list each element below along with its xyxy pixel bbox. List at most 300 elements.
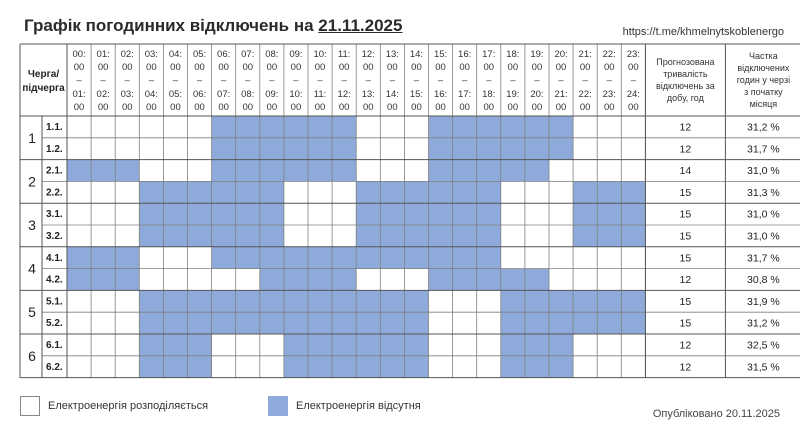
queue-header: підчерга: [22, 83, 65, 94]
hour-cell: [453, 160, 477, 182]
hour-cell: [525, 181, 549, 203]
hour-cell: [525, 116, 549, 138]
hour-cell: [188, 290, 212, 312]
hour-cell: [597, 116, 621, 138]
hour-cell: [139, 334, 163, 356]
hour-cell: [332, 160, 356, 182]
share-value: 31,9 %: [747, 295, 780, 308]
hour-cell: [260, 138, 284, 160]
hour-cell: [404, 290, 428, 312]
hour-cell: [525, 138, 549, 160]
telegram-link[interactable]: https://t.me/khmelnytskoblenergo: [622, 26, 784, 38]
hour-header-to: 00: [170, 102, 181, 113]
hour-cell: [163, 203, 187, 225]
hour-cell: [115, 116, 139, 138]
queue-label: 1: [28, 129, 36, 146]
hour-cell: [453, 290, 477, 312]
hour-header-from: 15:: [433, 49, 448, 60]
hour-cell: [549, 203, 573, 225]
hour-cell: [91, 181, 115, 203]
hour-cell: [621, 247, 645, 269]
hour-cell: [501, 225, 525, 247]
share-header: Частка: [749, 51, 778, 61]
hour-cell: [549, 290, 573, 312]
hour-cell: [453, 247, 477, 269]
hour-header-dash: –: [389, 75, 395, 86]
hour-cell: [236, 116, 260, 138]
hour-cell: [284, 334, 308, 356]
hour-header-dash: –: [245, 75, 251, 86]
hour-cell: [163, 290, 187, 312]
share-value: 31,2 %: [747, 317, 780, 330]
hour-cell: [188, 138, 212, 160]
hour-cell: [236, 290, 260, 312]
hour-cell: [380, 225, 404, 247]
hour-cell: [236, 203, 260, 225]
hour-cell: [91, 138, 115, 160]
hour-cell: [284, 247, 308, 269]
hour-cell: [67, 356, 91, 378]
hour-cell: [91, 116, 115, 138]
legend-off-swatch: [268, 396, 288, 416]
hour-cell: [549, 116, 573, 138]
hour-cell: [284, 160, 308, 182]
hour-cell: [573, 203, 597, 225]
hour-cell: [477, 160, 501, 182]
hour-header-from: 13:: [385, 49, 399, 60]
hour-cell: [501, 160, 525, 182]
hour-cell: [91, 356, 115, 378]
hour-cell: [236, 225, 260, 247]
hour-cell: [67, 138, 91, 160]
hour-cell: [212, 290, 236, 312]
title-prefix: Графік погодинних відключень на: [24, 16, 319, 35]
hour-cell: [477, 356, 501, 378]
hour-cell: [380, 334, 404, 356]
hour-header-dash: –: [317, 75, 323, 86]
hour-cell: [597, 181, 621, 203]
hour-cell: [597, 312, 621, 334]
hour-cell: [429, 290, 453, 312]
queue-label: 6: [28, 347, 36, 364]
hour-cell: [573, 312, 597, 334]
hour-header-from: 00: [362, 62, 374, 73]
hour-cell: [212, 269, 236, 291]
hour-header-to: 00: [555, 102, 567, 113]
duration-header: відключень за: [655, 81, 715, 91]
hour-cell: [380, 116, 404, 138]
hour-cell: [477, 203, 501, 225]
subqueue-label: 1.2.: [46, 143, 63, 155]
hour-cell: [453, 225, 477, 247]
hour-header-from: 12:: [361, 49, 375, 60]
hour-cell: [188, 203, 212, 225]
hour-header-to: 08:: [241, 89, 255, 100]
hour-cell: [332, 247, 356, 269]
hour-cell: [501, 138, 525, 160]
hour-cell: [212, 138, 236, 160]
hour-cell: [453, 138, 477, 160]
hour-header-dash: –: [269, 75, 275, 86]
hour-cell: [404, 138, 428, 160]
hour-cell: [477, 269, 501, 291]
hour-cell: [163, 138, 187, 160]
hour-cell: [91, 269, 115, 291]
hour-cell: [284, 290, 308, 312]
hour-cell: [501, 290, 525, 312]
hour-cell: [597, 269, 621, 291]
hour-cell: [380, 203, 404, 225]
hour-cell: [429, 225, 453, 247]
hour-cell: [356, 269, 380, 291]
hour-cell: [163, 269, 187, 291]
hour-header-to: 04:: [144, 89, 158, 100]
hour-cell: [163, 160, 187, 182]
hour-cell: [308, 290, 332, 312]
share-value: 31,2 %: [747, 121, 780, 134]
hour-cell: [308, 334, 332, 356]
hour-cell: [332, 312, 356, 334]
hour-cell: [429, 138, 453, 160]
hour-cell: [260, 247, 284, 269]
hour-cell: [284, 116, 308, 138]
hour-header-dash: –: [606, 75, 612, 86]
hour-cell: [453, 269, 477, 291]
hour-cell: [163, 116, 187, 138]
queue-label: 4: [28, 260, 36, 277]
hour-cell: [67, 334, 91, 356]
hour-cell: [236, 181, 260, 203]
hour-cell: [188, 269, 212, 291]
hour-cell: [139, 247, 163, 269]
hour-header-from: 00:: [72, 49, 86, 60]
hour-cell: [525, 225, 549, 247]
hour-cell: [212, 334, 236, 356]
hour-cell: [188, 160, 212, 182]
hour-cell: [163, 312, 187, 334]
hour-cell: [549, 334, 573, 356]
hour-header-to: 22:: [578, 89, 592, 100]
hour-header-to: 00: [603, 102, 615, 113]
duration-header: тривалість: [663, 69, 708, 79]
hour-cell: [91, 160, 115, 182]
legend-on-swatch: [20, 396, 40, 416]
hour-cell: [236, 356, 260, 378]
hour-cell: [332, 269, 356, 291]
hour-cell: [115, 247, 139, 269]
hour-cell: [501, 203, 525, 225]
hour-cell: [284, 312, 308, 334]
hour-header-to: 01:: [72, 89, 86, 100]
hour-cell: [308, 116, 332, 138]
hour-cell: [188, 225, 212, 247]
hour-header-from: 00: [603, 62, 615, 73]
hour-header-from: 00: [314, 62, 326, 73]
hour-header-to: 06:: [192, 89, 207, 100]
hour-cell: [332, 116, 356, 138]
hour-cell: [67, 312, 91, 334]
hour-cell: [308, 269, 332, 291]
hour-cell: [404, 160, 428, 182]
hour-cell: [91, 225, 115, 247]
hour-cell: [67, 225, 91, 247]
hour-header-from: 19:: [530, 49, 544, 60]
subqueue-label: 4.2.: [46, 274, 63, 286]
hour-cell: [477, 312, 501, 334]
duration-value: 15: [679, 186, 692, 199]
hour-header-to: 09:: [265, 89, 279, 100]
hour-cell: [356, 225, 380, 247]
hour-cell: [188, 312, 212, 334]
hour-cell: [212, 160, 236, 182]
hour-header-to: 15:: [409, 89, 424, 100]
hour-header-from: 00: [531, 62, 543, 73]
subqueue-label: 6.2.: [46, 361, 63, 373]
hour-header-from: 00: [579, 62, 591, 73]
hour-cell: [404, 269, 428, 291]
hour-header-from: 17:: [482, 49, 496, 60]
hour-cell: [67, 160, 91, 182]
hour-header-from: 00: [338, 62, 350, 73]
hour-cell: [91, 290, 115, 312]
hour-cell: [404, 312, 428, 334]
hour-header-from: 05:: [192, 49, 207, 60]
hour-cell: [525, 290, 549, 312]
hour-cell: [597, 334, 621, 356]
hour-header-from: 00: [266, 62, 278, 73]
hour-header-to: 00: [459, 102, 470, 113]
hour-cell: [115, 356, 139, 378]
hour-cell: [477, 290, 501, 312]
hour-cell: [621, 138, 645, 160]
hour-header-to: 00: [97, 102, 109, 113]
hour-cell: [188, 356, 212, 378]
hour-cell: [621, 203, 645, 225]
hour-cell: [597, 247, 621, 269]
hour-cell: [115, 160, 139, 182]
hour-header-to: 00: [266, 102, 278, 113]
hour-cell: [573, 269, 597, 291]
hour-cell: [139, 269, 163, 291]
hour-cell: [429, 247, 453, 269]
hour-cell: [356, 203, 380, 225]
share-value: 31,7 %: [747, 252, 780, 265]
hour-header-from: 14:: [409, 49, 424, 60]
hour-cell: [115, 138, 139, 160]
hour-cell: [429, 312, 453, 334]
hour-cell: [429, 334, 453, 356]
hour-header-to: 10:: [289, 89, 303, 100]
hour-header-to: 12:: [337, 89, 351, 100]
queue-label: 2: [28, 173, 36, 190]
hour-header-from: 10:: [313, 49, 327, 60]
hour-cell: [453, 356, 477, 378]
hour-cell: [356, 312, 380, 334]
hour-header-to: 11:: [313, 89, 327, 100]
hour-cell: [284, 203, 308, 225]
hour-header-to: 00: [628, 102, 639, 113]
subqueue-label: 2.1.: [46, 165, 63, 177]
hour-header-to: 23:: [602, 89, 616, 100]
hour-header-dash: –: [486, 75, 492, 86]
hour-header-to: 17:: [458, 89, 472, 100]
hour-cell: [308, 160, 332, 182]
hour-cell: [212, 225, 236, 247]
hour-header-from: 08:: [265, 49, 279, 60]
hour-cell: [597, 356, 621, 378]
hour-cell: [115, 269, 139, 291]
hour-cell: [212, 203, 236, 225]
hour-cell: [236, 269, 260, 291]
hour-cell: [212, 181, 236, 203]
hour-header-to: 00: [338, 102, 350, 113]
hour-header-from: 21:: [578, 49, 592, 60]
hour-cell: [188, 247, 212, 269]
hour-cell: [501, 312, 525, 334]
hour-cell: [525, 160, 549, 182]
hour-cell: [139, 160, 163, 182]
hour-cell: [621, 356, 645, 378]
hour-cell: [139, 312, 163, 334]
hour-cell: [380, 247, 404, 269]
hour-cell: [525, 334, 549, 356]
hour-header-to: 00: [387, 102, 398, 113]
hour-header-dash: –: [510, 75, 516, 86]
hour-cell: [404, 356, 428, 378]
hour-header-to: 00: [579, 102, 591, 113]
hour-cell: [67, 247, 91, 269]
hour-cell: [308, 138, 332, 160]
duration-value: 15: [679, 252, 692, 265]
duration-value: 12: [679, 361, 692, 374]
hour-cell: [188, 116, 212, 138]
hour-cell: [67, 203, 91, 225]
hour-cell: [163, 334, 187, 356]
hour-cell: [260, 181, 284, 203]
hour-cell: [188, 181, 212, 203]
hour-cell: [477, 181, 501, 203]
hour-cell: [332, 138, 356, 160]
hour-cell: [332, 290, 356, 312]
hour-cell: [429, 356, 453, 378]
subqueue-label: 6.1.: [46, 340, 63, 351]
hour-cell: [236, 138, 260, 160]
hour-cell: [404, 225, 428, 247]
hour-header-from: 00: [170, 62, 181, 73]
hour-cell: [621, 181, 645, 203]
hour-cell: [356, 160, 380, 182]
hour-cell: [308, 247, 332, 269]
subqueue-label: 5.1.: [46, 296, 63, 308]
hour-cell: [525, 356, 549, 378]
hour-cell: [501, 269, 525, 291]
hour-header-to: 21:: [554, 89, 568, 100]
hour-header-from: 00: [628, 62, 639, 73]
hour-cell: [477, 138, 501, 160]
hour-header-to: 00: [121, 102, 133, 113]
hour-cell: [260, 225, 284, 247]
hour-cell: [91, 203, 115, 225]
hour-header-to: 02:: [96, 89, 110, 100]
hour-cell: [236, 247, 260, 269]
hour-header-to: 00: [218, 102, 229, 113]
hour-cell: [115, 181, 139, 203]
hour-cell: [597, 290, 621, 312]
hour-cell: [573, 290, 597, 312]
share-value: 31,0 %: [747, 208, 780, 221]
hour-header-dash: –: [462, 75, 468, 86]
hour-header-from: 00: [146, 62, 157, 73]
hour-header-dash: –: [558, 75, 564, 86]
hour-cell: [453, 334, 477, 356]
legend-off-label: Електроенергія відсутня: [296, 400, 421, 412]
hour-cell: [525, 203, 549, 225]
hour-header-dash: –: [76, 75, 82, 86]
hour-cell: [284, 181, 308, 203]
hour-cell: [139, 225, 163, 247]
hour-header-from: 22:: [602, 49, 616, 60]
hour-cell: [115, 312, 139, 334]
hour-cell: [163, 247, 187, 269]
hour-cell: [67, 181, 91, 203]
hour-cell: [212, 116, 236, 138]
hour-cell: [501, 181, 525, 203]
hour-cell: [115, 290, 139, 312]
hour-header-from: 00: [411, 62, 422, 73]
hour-cell: [597, 160, 621, 182]
hour-header-from: 00: [435, 62, 446, 73]
hour-header-from: 23:: [626, 49, 640, 60]
hour-cell: [260, 356, 284, 378]
hour-cell: [429, 116, 453, 138]
hour-cell: [139, 138, 163, 160]
hour-cell: [380, 290, 404, 312]
hour-cell: [549, 269, 573, 291]
hour-cell: [308, 181, 332, 203]
hour-header-from: 00: [459, 62, 470, 73]
published-date: Опубліковано 20.11.2025: [652, 408, 780, 420]
hour-cell: [525, 247, 549, 269]
hour-cell: [477, 247, 501, 269]
duration-header: Прогнозована: [656, 57, 715, 67]
hour-cell: [621, 160, 645, 182]
hour-cell: [380, 160, 404, 182]
hour-header-dash: –: [100, 75, 106, 86]
hour-header-to: 00: [362, 102, 374, 113]
hour-header-to: 07:: [217, 89, 231, 100]
hour-cell: [260, 312, 284, 334]
legend-on-label: Електроенергія розподіляється: [48, 400, 209, 412]
hour-cell: [573, 160, 597, 182]
duration-value: 15: [679, 295, 692, 308]
hour-header-dash: –: [437, 75, 444, 86]
subqueue-label: 3.2.: [46, 231, 63, 242]
hour-cell: [404, 247, 428, 269]
hour-cell: [115, 203, 139, 225]
hour-cell: [188, 334, 212, 356]
hour-cell: [308, 225, 332, 247]
hour-cell: [501, 116, 525, 138]
hour-cell: [212, 356, 236, 378]
share-value: 30,8 %: [747, 274, 780, 287]
hour-header-to: 00: [73, 102, 85, 113]
duration-value: 15: [679, 230, 692, 243]
hour-cell: [139, 356, 163, 378]
hour-cell: [573, 356, 597, 378]
duration-value: 12: [679, 121, 692, 134]
hour-cell: [621, 334, 645, 356]
hour-cell: [284, 138, 308, 160]
